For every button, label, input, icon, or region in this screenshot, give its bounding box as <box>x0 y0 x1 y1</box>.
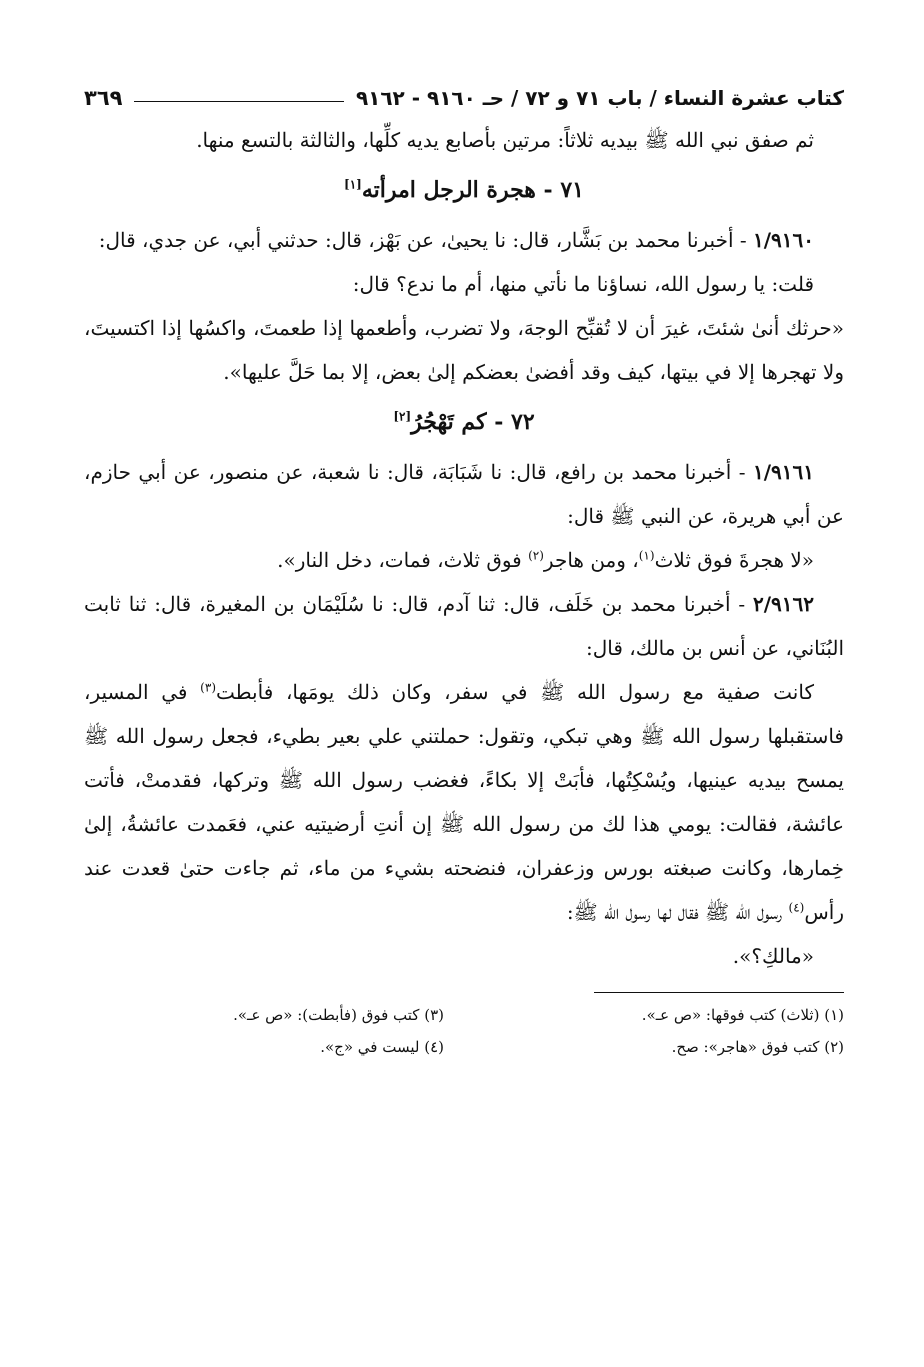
page-header <box>84 78 844 118</box>
chapter-72-note-ref: [٢] <box>393 409 412 424</box>
hadith-9161-text-3: فوق ثلاث، فمات، دخل النار». <box>277 548 529 572</box>
hadith-9160-isnad-text: - أخبرنا محمد بن بَشَّار، قال: نا يحيىٰ، عن بَهْز، قال: حدثني أبي، عن جدي، قال: <box>98 228 753 252</box>
header-rule <box>134 101 343 102</box>
hadith-9162-number: ٢/٩١٦٢ <box>752 592 814 616</box>
footnote-1: (١) (ثلاث) كتب فوقها: «ص عـ». <box>641 1006 844 1024</box>
chapter-71-note-ref: [١] <box>344 177 362 192</box>
hadith-9162-text <box>84 670 844 934</box>
footnote-2: (٢) كتب فوق «هاجر»: صح. <box>671 1038 844 1056</box>
intro-paragraph: ثم صفق نبي الله ﷺ بيديه ثلاثاً: مرتين بأصابع يديه كلِّها، والثالثة بالتسع منها. <box>196 128 814 152</box>
chapter-71-heading <box>84 162 844 218</box>
footnotes <box>84 999 844 1063</box>
footnote-separator <box>594 992 844 993</box>
page-number: ٣٦٩ <box>84 86 123 110</box>
footnote-ref-2: (٢) <box>528 548 544 563</box>
hadith-9161-isnad <box>84 450 844 538</box>
hadith-9161-number: ١/٩١٦١ <box>752 460 814 484</box>
running-title: كتاب عشرة النساء / باب ٧١ و ٧٢ / حـ ٩١٦٠ - ٩١٦٢ <box>355 86 844 110</box>
hadith-9162-ending: «مالكِ؟». <box>732 944 814 968</box>
hadith-9161-text-1: «لا هجرةَ فوق ثلاث <box>654 548 814 572</box>
document-page <box>84 78 844 1063</box>
footnote-ref-4: (٤) <box>788 900 805 915</box>
hadith-9160-isnad <box>84 218 844 262</box>
hadith-9162-isnad-text: - أخبرنا محمد بن خَلَف، قال: ثنا آدم، قال: نا سُلَيْمَان بن المغيرة، قال: ثنا ثابت البُنَاني، عن أنس بن مالك، قال: <box>84 592 844 660</box>
hadith-9161-isnad-text: - أخبرنا محمد بن رافع، قال: نا شَبَابَة، قال: نا شعبة، عن منصور، عن أبي حازم، عن أبي هريرة، عن النبي ﷺ قال: <box>84 460 844 528</box>
hadith-9160-answer: «حرثك أنىٰ شئتَ، غيرَ أن لا تُقبِّح الوجهَ، ولا تضرب، وأطعمها إذا طعمتَ، واكسُها إذا اكتسيتَ، ولا تهجرها إلا في بيتها، كيف وقد أفضىٰ بعضكم إلىٰ بعض، إلا بما حَلَّ عليها». <box>84 316 844 384</box>
chapter-72-title: ٧٢ - كم تَهْجُرُ <box>411 409 535 435</box>
footnote-3: (٣) كتب فوق (فأبطت): «ص عـ». <box>233 1006 444 1024</box>
hadith-9162-text-3: رسول الله ﷺ فقال لها رسول الله ﷺ: <box>566 900 789 924</box>
hadith-9162-text-1: كانت صفية مع رسول الله ﷺ في سفر، وكان ذلك يومَها، فأبطت <box>216 680 814 704</box>
hadith-9160-question: قلت: يا رسول الله، نساؤنا ما نأتي منها، أم ما ندع؟ قال: <box>352 272 814 296</box>
chapter-71-title: ٧١ - هجرة الرجل امرأته <box>361 177 584 203</box>
hadith-9161-text <box>84 538 844 582</box>
footnote-4: (٤) ليست في «ج». <box>320 1038 444 1056</box>
hadith-9162-text-2: في المسير، فاستقبلها رسول الله ﷺ وهي تبكي، وتقول: حملتني علي بعير بطيء، فجعل رسول الله ﷺ يمسح بيديه عينيها، ويُسْكِتُها، فأبَتْ إلا بكاءً، فغضب رسول الله ﷺ وتركها، فقدمتْ، فأتت عائشة، فقالت: يومي هذا لك من رسول الله ﷺ إن أنتِ أرضيتيه عني، فعَمدت عائشةُ، إلىٰ خِمارها، وكانت صبغته بورس وزعفران، فنضحته بشيء من ماء، ثم جاءت حتىٰ قعدت عند رأس <box>84 680 844 924</box>
footnote-ref-1: (١) <box>638 548 655 563</box>
chapter-72-heading <box>84 394 844 450</box>
hadith-9161-text-2: ، ومن هاجر <box>543 548 639 572</box>
footnote-ref-3: (٣) <box>200 680 216 695</box>
hadith-9162-isnad <box>84 582 844 670</box>
hadith-9160-number: ١/٩١٦٠ <box>752 228 814 252</box>
